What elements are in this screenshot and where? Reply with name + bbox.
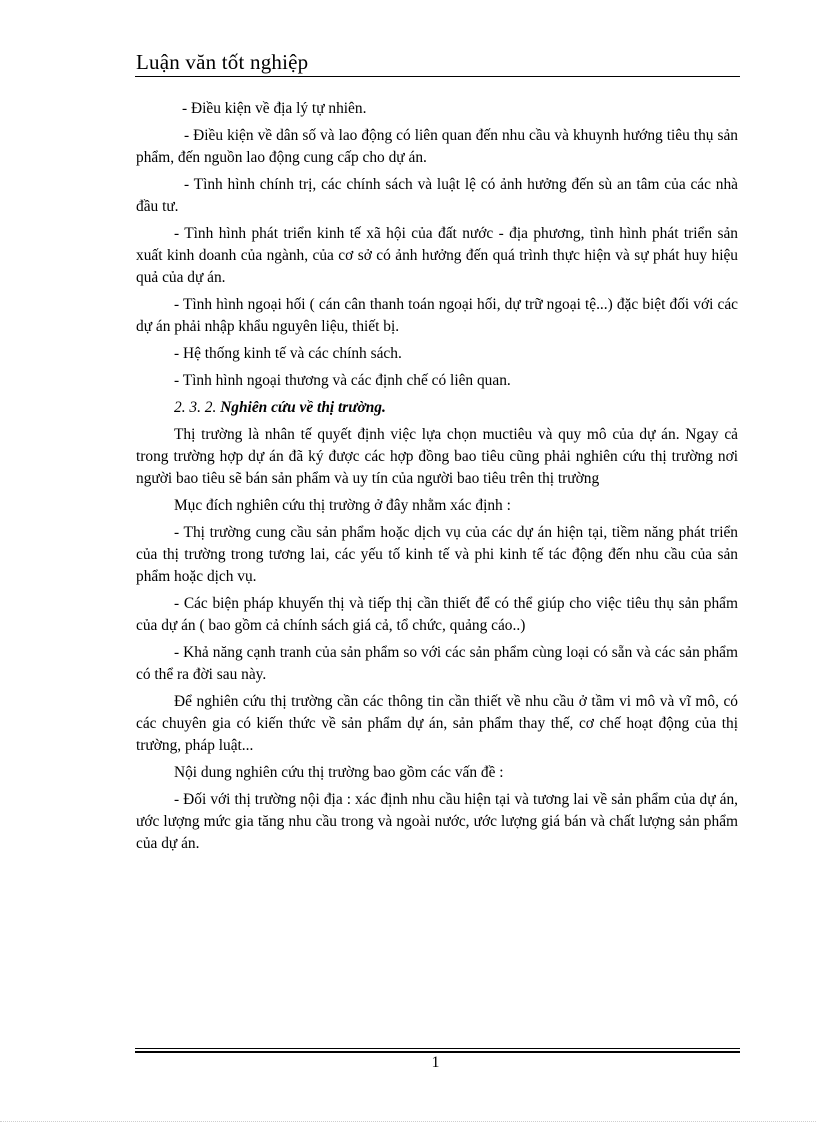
paragraph-population: - Điều kiện về dân số và lao động có liên quan đến nhu cầu và khuynh hướng tiêu thụ sản phẩm, đến nguồn lao động cung cấp cho dự án. bbox=[136, 127, 738, 166]
document-body bbox=[136, 98, 738, 860]
paragraph-competition: - Khả năng cạnh tranh của sản phẩm so với các sản phẩm cùng loại có sẵn và các sản phẩm có thể ra đời sau này. bbox=[136, 644, 738, 683]
page-number: 1 bbox=[431, 1054, 440, 1071]
paragraph-foreign-exchange: - Tình hình ngoại hối ( cán cân thanh toán ngoại hối, dự trữ ngoại tệ...) đặc biệt đối với các dự án phải nhập khẩu nguyên liệu, thiết bị. bbox=[136, 296, 738, 335]
footer-rule-thin bbox=[135, 1048, 740, 1049]
paragraph-economic-system: - Hệ thống kinh tế và các chính sách. bbox=[174, 345, 402, 362]
paragraph-foreign-trade: - Tình hình ngoại thương và các định chế có liên quan. bbox=[174, 372, 511, 389]
paragraph-politics: - Tình hình chính trị, các chính sách và luật lệ có ảnh hưởng đến sù an tâm của các nhà đầu tư. bbox=[136, 176, 738, 215]
paragraph-supply-demand: - Thị trường cung cầu sản phẩm hoặc dịch vụ của các dự án hiện tại, tiềm năng phát triển của thị trường trong tương lai, các yếu tố kinh tế và phi kinh tế tác động đến nhu cầu của sản phẩm hoặc dịch vụ. bbox=[136, 524, 738, 585]
paragraph-research-content: Nội dung nghiên cứu thị trường bao gồm các vấn đề : bbox=[174, 764, 504, 781]
section-heading bbox=[136, 397, 738, 419]
paragraph-market-intro: Thị trường là nhân tế quyết định việc lựa chọn muctiêu và quy mô của dự án. Ngay cả trong trường hợp dự án đã ký được các hợp đồng bao tiêu cũng phải nghiên cứu thị trường nơi người bao tiêu sẽ bán sản phẩm và uy tín của người bao tiêu trên thị trường bbox=[136, 426, 738, 487]
page-header-title: Luận văn tốt nghiệp bbox=[136, 50, 309, 74]
paragraph-economic-development: - Tình hình phát triển kinh tế xã hội của đất nước - địa phương, tình hình phát triển sản xuất kinh doanh của ngành, của cơ sở có ảnh hưởng đến quá trình thực hiện và sự phát huy hiệu quả của dự án. bbox=[136, 225, 738, 286]
paragraph-promotion: - Các biện pháp khuyến thị và tiếp thị cần thiết để có thể giúp cho việc tiêu thụ sản phẩm của dự án ( bao gồm cả chính sách giá cả, tổ chức, quảng cáo..) bbox=[136, 595, 738, 634]
paragraph-information-needs: Để nghiên cứu thị trường cần các thông tin cần thiết về nhu cầu ở tầm vi mô và vĩ mô, có các chuyên gia có kiến thức về sản phẩm dự án, sản phẩm thay thế, cơ chế hoạt động của thị trường, pháp luật... bbox=[136, 693, 738, 754]
section-title: Nghiên cứu về thị trường. bbox=[220, 399, 386, 416]
paragraph-market-purpose: Mục đích nghiên cứu thị trường ở đây nhằm xác định : bbox=[174, 497, 511, 514]
section-number: 2. 3. 2. bbox=[174, 399, 217, 416]
paragraph-geography: - Điều kiện về địa lý tự nhiên. bbox=[182, 100, 367, 117]
page-bottom-edge bbox=[0, 1121, 816, 1122]
paragraph-domestic-market: - Đối với thị trường nội địa : xác định nhu cầu hiện tại và tương lai về sản phẩm của dự án, ước lượng mức gia tăng nhu cầu trong và ngoài nước, ước lượng giá bán và chất lượng sản phẩm của dự án. bbox=[136, 791, 738, 852]
header-rule bbox=[135, 76, 740, 77]
